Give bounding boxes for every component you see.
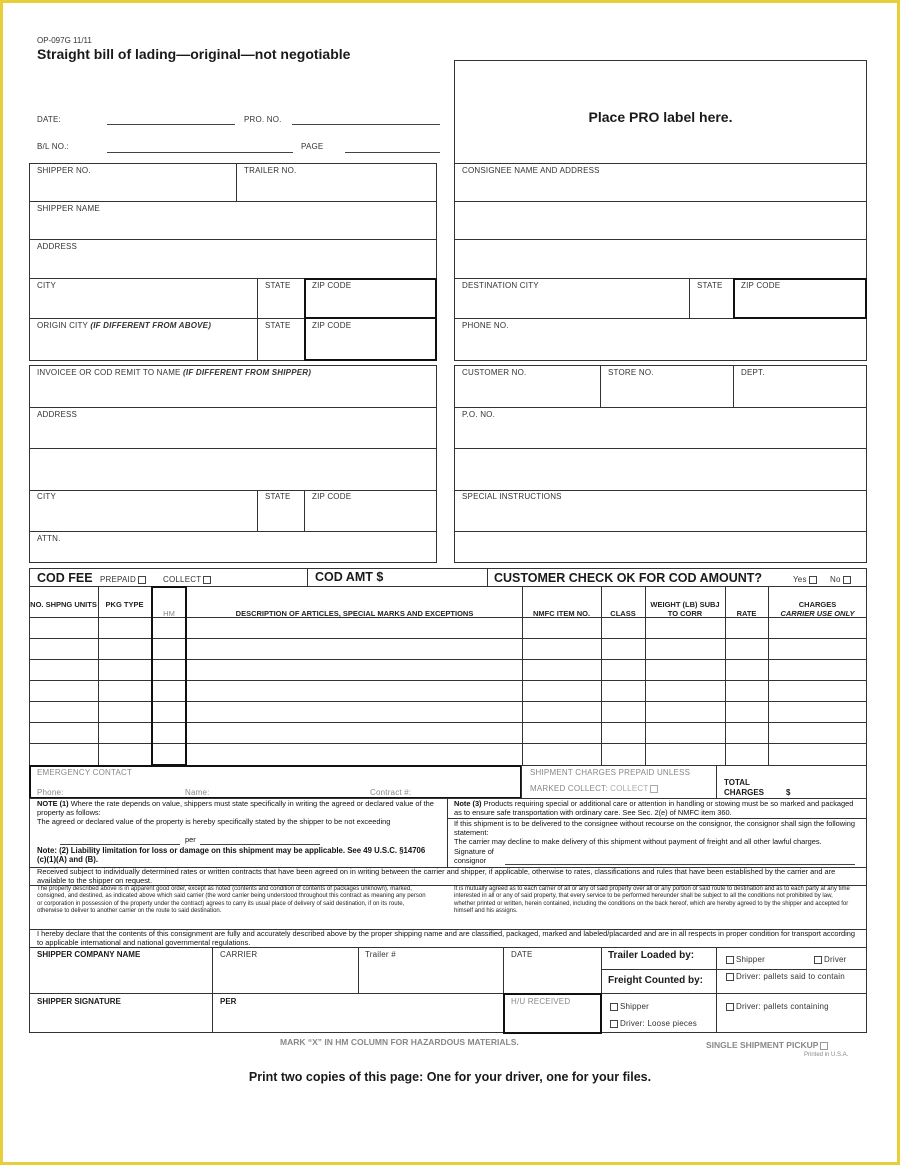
checkbox-icon[interactable] bbox=[843, 576, 851, 584]
date-label: DATE: bbox=[37, 115, 61, 124]
cod-yes-option[interactable]: Yes bbox=[793, 575, 819, 584]
col-nmfc: NMFC ITEM NO. bbox=[532, 609, 591, 618]
checkbox-icon[interactable] bbox=[203, 576, 211, 584]
cod-collect-option[interactable]: COLLECT bbox=[163, 575, 213, 584]
checkbox-icon[interactable] bbox=[726, 1003, 734, 1011]
page-label: PAGE bbox=[301, 142, 324, 151]
driver-pallets-option[interactable]: Driver: pallets containing bbox=[724, 1002, 829, 1011]
cod-prepaid-option[interactable]: PREPAID bbox=[100, 575, 148, 584]
note3-text: Note (3) Products requiring special or additional care or attention in handling or stowing must be so marked and packaged as to ensure safe transportation with ordinary care. See Sec. 2(e) of NMFC item 360. bbox=[454, 799, 854, 817]
bl-no-field[interactable] bbox=[107, 152, 293, 153]
invoicee-label: INVOICEE OR COD REMIT TO NAME (IF DIFFERENT FROM SHIPPER) bbox=[37, 368, 312, 377]
marked-collect-label: MARKED COLLECT: COLLECT bbox=[530, 784, 660, 793]
counted-shipper-option[interactable]: Shipper bbox=[608, 1002, 649, 1011]
recourse2-text: The carrier may decline to make delivery of this shipment without payment of freight and all other lawful charges. bbox=[454, 837, 822, 846]
shipper-zip-label: ZIP CODE bbox=[312, 281, 352, 290]
trailer-no-label: TRAILER NO. bbox=[244, 166, 297, 175]
driver-said-option[interactable]: Driver: pallets said to contain bbox=[724, 972, 845, 981]
trailer-label: Trailer # bbox=[365, 950, 396, 959]
phone-no-label: PHONE NO. bbox=[462, 321, 509, 330]
cod-no-option[interactable]: No bbox=[830, 575, 853, 584]
total-charges-label: CHARGES bbox=[724, 788, 765, 797]
footer-instruction: Print two copies of this page: One for your driver, one for your files. bbox=[248, 1070, 652, 1084]
invoicee-address-label: ADDRESS bbox=[37, 410, 78, 419]
dest-zip-label: ZIP CODE bbox=[741, 281, 781, 290]
checkbox-icon[interactable] bbox=[650, 785, 658, 793]
col-rate: RATE bbox=[736, 609, 757, 618]
col-description: DESCRIPTION OF ARTICLES, SPECIAL MARKS AND EXCEPTIONS bbox=[235, 609, 474, 618]
invoicee-city-label: CITY bbox=[37, 492, 57, 501]
trailer-loaded-label: Trailer Loaded by: bbox=[608, 950, 695, 961]
single-shipment-label[interactable]: SINGLE SHIPMENT PICKUP bbox=[706, 1040, 830, 1050]
loaded-shipper-option[interactable]: Shipper bbox=[724, 955, 765, 964]
checkbox-icon[interactable] bbox=[610, 1003, 618, 1011]
note1b-text: The agreed or declared value of the property is hereby specifically stated by the shipper to be not exceeding bbox=[37, 817, 391, 826]
hu-received-label: H/U RECEIVED bbox=[511, 997, 571, 1006]
checkbox-icon[interactable] bbox=[726, 956, 734, 964]
store-no-label: STORE NO. bbox=[608, 368, 654, 377]
recourse-text: If this shipment is to be delivered to the consignee without recourse on the consignor, the consignor shall sign the following statement: bbox=[454, 819, 855, 837]
shipper-state-label: STATE bbox=[265, 281, 291, 290]
emergency-label: EMERGENCY CONTACT bbox=[37, 768, 133, 777]
cod-check-label: CUSTOMER CHECK OK FOR COD AMOUNT? bbox=[494, 571, 763, 585]
customer-block bbox=[454, 365, 867, 563]
pro-no-field[interactable] bbox=[292, 124, 440, 125]
pro-label-text: Place PRO label here. bbox=[588, 109, 733, 125]
checkbox-icon[interactable] bbox=[726, 973, 734, 981]
emergency-contract-label: Contract #: bbox=[370, 788, 412, 797]
origin-state-label: STATE bbox=[265, 321, 291, 330]
invoicee-state-label: STATE bbox=[265, 492, 291, 501]
cod-fee-label: COD FEE bbox=[37, 571, 93, 585]
col-units: NO. SHPNG UNITS bbox=[30, 600, 97, 609]
signature-consignor-label: Signature of consignor bbox=[454, 847, 494, 865]
dest-state-label: STATE bbox=[697, 281, 723, 290]
freight-counted-label: Freight Counted by: bbox=[608, 975, 703, 986]
origin-city-label: ORIGIN CITY (IF DIFFERENT FROM ABOVE) bbox=[37, 321, 212, 330]
declare-text: I hereby declare that the contents of this consignment are fully and accurately described above by the proper shipping name and are classified, packaged, marked and labeled/placarded and are in all respects in proper condition for transport according to applicable international and national governmental regulations. bbox=[37, 929, 855, 947]
emergency-name-label: Name: bbox=[185, 788, 210, 797]
col-charges: CHARGES bbox=[798, 600, 837, 609]
col-pkg: PKG TYPE bbox=[105, 600, 144, 609]
cod-amt-label: COD AMT $ bbox=[315, 570, 384, 584]
pro-no-label: PRO. NO. bbox=[244, 115, 282, 124]
form-code: OP-097G 11/11 bbox=[37, 36, 92, 45]
note1-text: NOTE (1) Where the rate depends on value, shippers must state specifically in writing the agreed or declared value of the property as follows: bbox=[37, 799, 434, 817]
checkbox-icon[interactable] bbox=[820, 1042, 828, 1050]
destination-city-label: DESTINATION CITY bbox=[462, 281, 539, 290]
prepaid-unless-label: SHIPMENT CHARGES PREPAID UNLESS bbox=[530, 768, 691, 777]
mutually-text: It is mutually agreed as to each carrier of all or any of said property over all or any portion of said route to destination and as to each party at any time interested in all or any of said property, that every service to be performed hereunder shall be subject to all the conditions not prohibited by law, whether printed or written, herein contained, including the conditions on the back hereof, which are hereby agreed to by the shipper and accepted for himself and his assigns. bbox=[454, 886, 850, 915]
per-signature-label: PER bbox=[220, 997, 237, 1006]
carrier-label: CARRIER bbox=[220, 950, 258, 959]
bottom-date-label: DATE bbox=[511, 950, 533, 959]
shipper-company-label: SHIPPER COMPANY NAME bbox=[37, 950, 141, 959]
checkbox-icon[interactable] bbox=[814, 956, 822, 964]
col-class: CLASS bbox=[610, 609, 636, 618]
total-dollar: $ bbox=[786, 788, 791, 797]
invoicee-zip-label: ZIP CODE bbox=[312, 492, 352, 501]
page-field[interactable] bbox=[345, 152, 440, 153]
printed-label: Printed in U.S.A. bbox=[804, 1052, 849, 1058]
bl-no-label: B/L NO.: bbox=[37, 142, 69, 151]
dept-label: DEPT. bbox=[741, 368, 765, 377]
po-no-label: P.O. NO. bbox=[462, 410, 496, 419]
checkbox-icon[interactable] bbox=[610, 1020, 618, 1028]
emergency-phone-label: Phone: bbox=[37, 788, 64, 797]
consignor-signature-field[interactable] bbox=[505, 864, 855, 865]
special-instructions-label: SPECIAL INSTRUCTIONS bbox=[462, 492, 562, 501]
origin-zip-label: ZIP CODE bbox=[312, 321, 352, 330]
hazmat-note: MARK “X” IN HM COLUMN FOR HAZARDOUS MATERIALS. bbox=[280, 1037, 519, 1047]
shipper-signature-label: SHIPPER SIGNATURE bbox=[37, 997, 121, 1006]
invoicee-block bbox=[29, 365, 437, 563]
shipper-city-label: CITY bbox=[37, 281, 57, 290]
checkbox-icon[interactable] bbox=[809, 576, 817, 584]
customer-no-label: CUSTOMER NO. bbox=[462, 368, 527, 377]
per-label: per bbox=[185, 835, 196, 844]
shipper-no-label: SHIPPER NO. bbox=[37, 166, 91, 175]
property-text: The property described above is in apparent good order, except as noted (contents and condition of contents of packages unknown), marked, consigned, and destined, as indicated above which said carrier (the word carrier being understood throughout this contract as meaning any person or corporation in possession of the property under the contract) agrees to carry its usual place of delivery of said destination, if on its route, otherwise to deliver to another carrier on the route to said destination. bbox=[37, 886, 426, 915]
received-text: Received subject to individually determined rates or written contracts that have been agreed on in writing between the carrier and shipper, if applicable, otherwise to rates, classifications and rules that have been established by the carrier and are available to the shipper on request. bbox=[37, 867, 836, 885]
col-hm: HM bbox=[163, 609, 175, 618]
col-carrier-use: CARRIER USE ONLY bbox=[780, 609, 855, 618]
date-field[interactable] bbox=[107, 124, 235, 125]
page-title: Straight bill of lading—original—not negotiable bbox=[37, 46, 351, 62]
shipper-name-label: SHIPPER NAME bbox=[37, 204, 100, 213]
note2-text: Note: (2) Liability limitation for loss or damage on this shipment may be applicable. See 49 U.S.C. §14706 (c)(1)(A) and (B). bbox=[37, 846, 426, 864]
consignee-block bbox=[454, 163, 867, 361]
driver-loose-option[interactable]: Driver: Loose pieces bbox=[608, 1019, 697, 1028]
col-weight: WEIGHT (LB) SUBJ TO CORR bbox=[650, 600, 720, 618]
checkbox-icon[interactable] bbox=[138, 576, 146, 584]
consignee-label: CONSIGNEE NAME AND ADDRESS bbox=[462, 166, 600, 175]
loaded-driver-option[interactable]: Driver bbox=[812, 955, 847, 964]
shipper-address-label: ADDRESS bbox=[37, 242, 78, 251]
attn-label: ATTN. bbox=[37, 534, 61, 543]
total-label: TOTAL bbox=[724, 778, 750, 787]
